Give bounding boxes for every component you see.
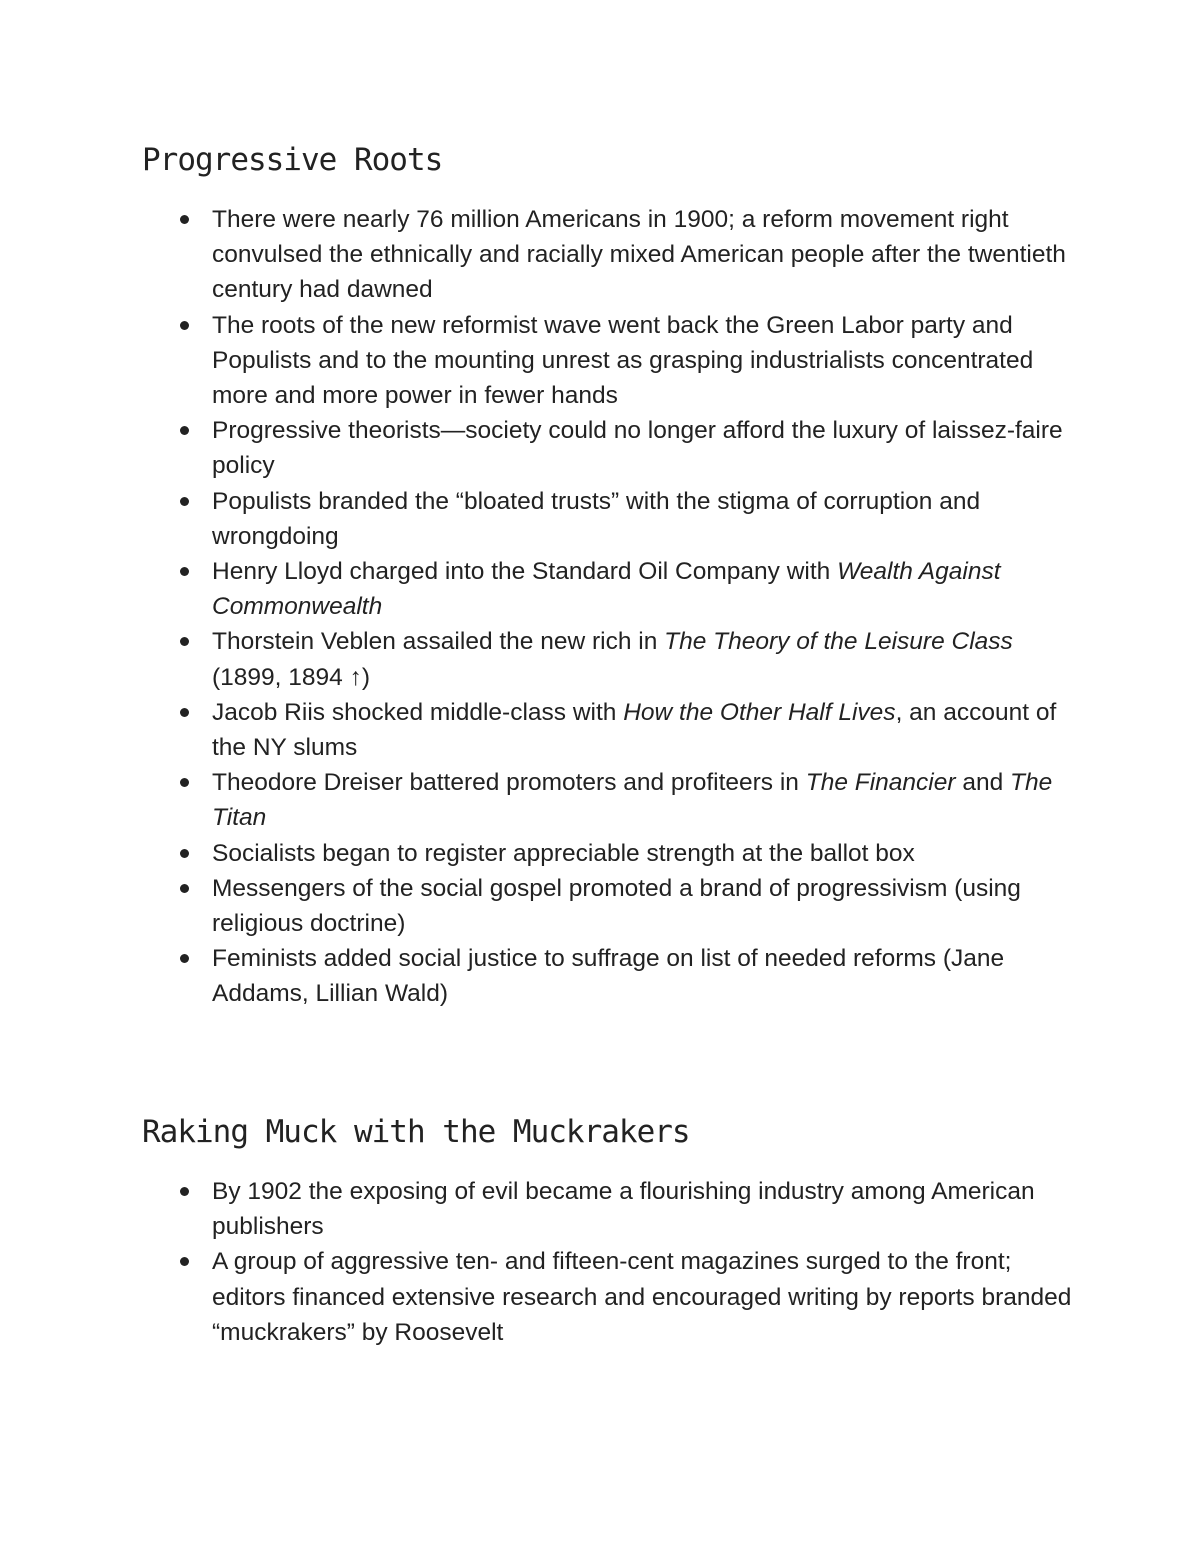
book-title: The Theory of the Leisure Class: [664, 628, 1013, 656]
bullet-icon: [180, 778, 189, 787]
bullet-icon: [180, 215, 189, 224]
item-text: Populists branded the “bloated trusts” with the stigma of corruption and wrongdoing: [212, 487, 981, 550]
item-text: , an account of the NY slums: [212, 698, 1057, 762]
book-title: Wealth Against Commonwealth: [212, 558, 1001, 621]
item-text: (1899, 1894 ↑): [212, 663, 370, 691]
bullet-icon: [180, 637, 189, 646]
list-item: [142, 484, 1072, 554]
section-progressive-roots: [142, 140, 1072, 1012]
list-item: [142, 413, 1072, 483]
book-title: The Titan: [212, 769, 1053, 832]
bullet-icon: [180, 497, 189, 506]
item-text: Henry Lloyd charged into the Standard Oil Company with: [212, 558, 838, 586]
item-text: and: [955, 769, 1011, 797]
item-text: The roots of the new reformist wave went back the Green Labor party and Populists and to the mounting unrest as grasping industrialists concentrated more and more power in fewer hands: [212, 311, 1034, 410]
bullet-list: [142, 202, 1072, 1012]
bullet-icon: [180, 954, 189, 963]
bullet-icon: [180, 426, 189, 435]
section-heading: Progressive Roots: [142, 142, 443, 178]
list-item: [142, 1244, 1072, 1350]
list-item: [142, 308, 1072, 414]
item-text: Jacob Riis shocked middle-class with: [212, 698, 624, 726]
item-text: A group of aggressive ten- and fifteen-cent magazines surged to the front; editors financed extensive research and encouraged writing by reports branded “muckrakers” by Roosevelt: [212, 1248, 1072, 1346]
list-item: [142, 836, 1072, 871]
book-title: How the Other Half Lives: [623, 698, 896, 726]
bullet-icon: [180, 884, 189, 893]
list-item: [142, 554, 1072, 624]
list-item: [142, 624, 1072, 694]
list-item: [142, 941, 1072, 1011]
list-item: [142, 1174, 1072, 1244]
section-raking-muck: [142, 1112, 1072, 1350]
list-item: [142, 695, 1072, 765]
bullet-icon: [180, 321, 189, 330]
list-item: [142, 765, 1072, 835]
item-text: Messengers of the social gospel promoted a brand of progressivism (using religious doctrine): [212, 874, 1021, 938]
item-text: Theodore Dreiser battered promoters and profiteers in: [212, 769, 806, 797]
item-text: There were nearly 76 million Americans in 1900; a reform movement right convulsed the ethnically and racially mixed American people after the twentieth century had dawned: [212, 206, 1066, 304]
item-text: By 1902 the exposing of evil became a flourishing industry among American publishers: [212, 1178, 1035, 1241]
bullet-icon: [180, 1257, 189, 1266]
bullet-list: [142, 1174, 1072, 1350]
bullet-icon: [180, 567, 189, 576]
item-text: Thorstein Veblen assailed the new rich in: [212, 628, 665, 656]
list-item: [142, 202, 1072, 308]
item-text: Socialists began to register appreciable strength at the ballot box: [212, 839, 915, 867]
book-title: The Financier: [805, 769, 956, 797]
bullet-icon: [180, 849, 189, 858]
item-text: Progressive theorists—society could no longer afford the luxury of laissez-faire policy: [212, 417, 1063, 480]
list-item: [142, 871, 1072, 941]
bullet-icon: [180, 1187, 189, 1196]
bullet-icon: [180, 708, 189, 717]
item-text: Feminists added social justice to suffrage on list of needed reforms (Jane Addams, Lillian Wald): [212, 945, 1005, 1008]
section-heading: Raking Muck with the Muckrakers: [142, 1114, 690, 1150]
